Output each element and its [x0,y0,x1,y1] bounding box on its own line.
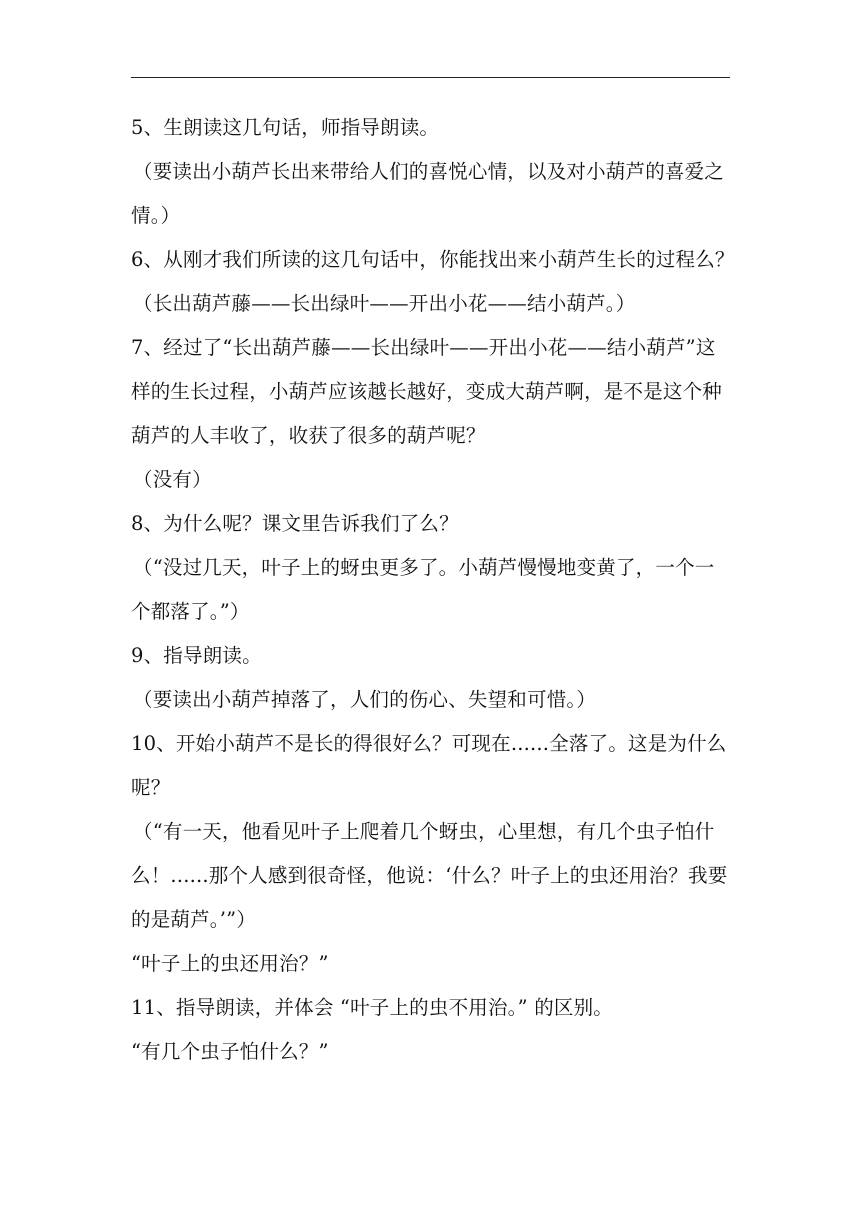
text-line: （“有一天，他看见叶子上爬着几个蚜虫，心里想，有几个虫子怕什 [133,820,715,843]
text-line: 样的生长过程，小葫芦应该越长越好，变成大葫芦啊，是不是这个种 [131,380,723,403]
text-line: 8、为什么呢？课文里告诉我们了么？ [131,512,459,535]
text-line: （长出葫芦藤——长出绿叶——开出小花——结小葫芦。） [133,292,636,315]
document-body [131,106,735,1074]
text-line: 的是葫芦。’”） [131,908,257,931]
text-line: 个都落了。”） [131,600,250,623]
text-line: （要读出小葫芦掉落了，人们的伤心、失望和可惜。） [133,688,597,711]
text-line: （要读出小葫芦长出来带给人们的喜悦心情，以及对小葫芦的喜爱之 [133,160,725,183]
text-line: 9、指导朗读。 [131,644,262,667]
text-line: 10、开始小葫芦不是长的得很好么？可现在......全落了。这是为什么 [131,732,727,755]
text-line: 6、从刚才我们所读的这几句话中，你能找出来小葫芦生长的过程么？ [131,248,735,271]
text-line: （“没过几天，叶子上的蚜虫更多了。小葫芦慢慢地变黄了，一个一 [133,556,715,579]
text-line: 情。） [131,204,181,227]
text-line: 么！......那个人感到很奇怪，他说：‘什么？叶子上的虫还用治？我要 [131,864,728,887]
text-line: 5、生朗读这几句话，师指导朗读。 [131,116,440,139]
text-line: 葫芦的人丰收了，收获了很多的葫芦呢？ [131,424,486,447]
text-line: 呢？ [131,776,171,799]
header-rule [131,77,730,78]
text-line: “有几个虫子怕什么？” [131,1040,329,1063]
text-line: “叶子上的虫还用治？” [131,952,329,975]
text-line: （没有） [133,468,212,491]
text-line: 11、指导朗读，并体会 “叶子上的虫不用治。” 的区别。 [131,996,613,1019]
text-line: 7、经过了“长出葫芦藤——长出绿叶——开出小花——结小葫芦”这 [131,336,716,359]
